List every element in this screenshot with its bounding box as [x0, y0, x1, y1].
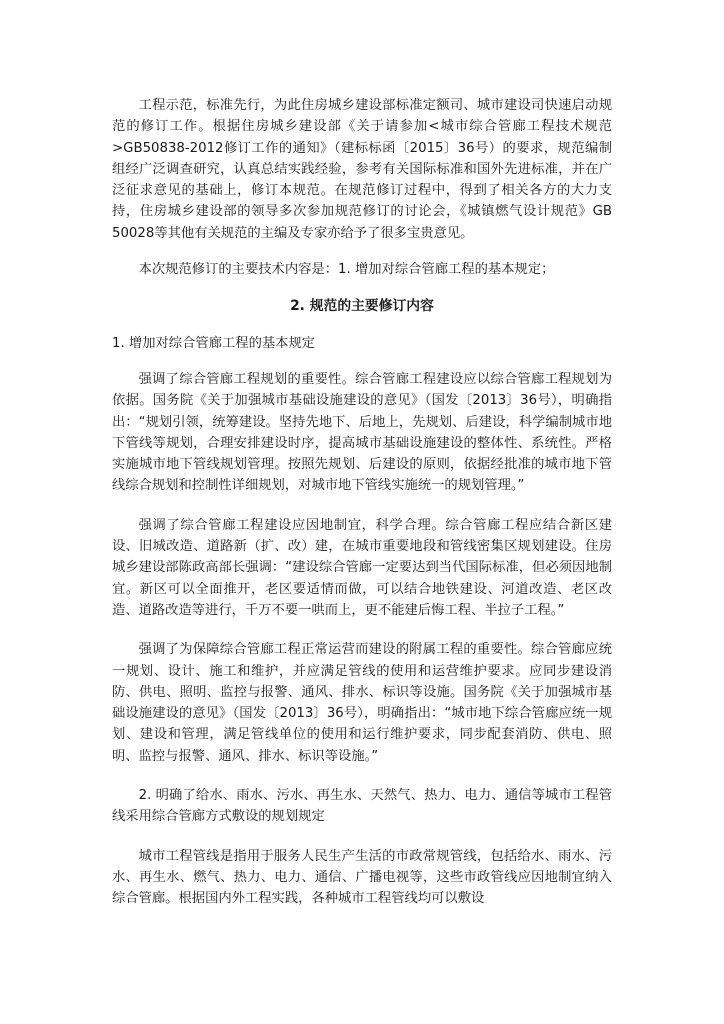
- item1-heading: 1. 增加对综合管廊工程的基本规定: [112, 335, 316, 351]
- item1-paragraph-3: 强调了为保障综合管廊工程正常运营而建设的附属工程的重要性。综合管廊应统一规划、设计、施工和维护，并应满足管线的使用和运营维护要求。应同步建设消防、供电、照明、监控与报警、通风、排水、标识等设施。国务院《关于加强城市基础设施建设的意见》（国发〔2013〕36号），明确指出：“城市地下综合管廊应统一规划、建设和管理，满足管线单位的使用和运行维护要求，同步配套消防、供电、照明、监控与报警、通风、排水、标识等设施。”: [112, 642, 612, 764]
- item2-paragraph-1: 城市工程管线是指用于服务人民生产生活的市政常规管线，包括给水、雨水、污水、再生水、燃气、热力、电力、通信、广播电视等，这些市政管线应因地制宜纳入综合管廊。根据国内外工程实践，各种城市工程管线均可以敷设: [112, 848, 612, 907]
- item2-heading: 2. 明确了给水、雨水、污水、再生水、天然气、热力、电力、通信等城市工程管线采用综合管廊方式敷设的规划规定: [112, 788, 612, 825]
- item1-paragraph-1: 强调了综合管廊工程规划的重要性。综合管廊工程建设应以综合管廊工程规划为依据。国务院《关于加强城市基础设施建设的意见》（国发〔2013〕36号），明确指出：“规划引领，统筹建设。坚持先地下、后地上，先规划、后建设，科学编制城市地下管线等规划，合理安排建设时序，提高城市基础设施建设的整体性、系统性。严格实施城市地下管线规划管理。按照先规划、后建设的原则，依据经批准的城市地下管线综合规划和控制性详细规划，对城市地下管线实施统一的规划管理。”: [112, 371, 612, 494]
- intro-paragraph: 工程示范，标准先行，为此住房城乡建设部标准定额司、城市建设司快速启动规范的修订工作。根据住房城乡建设部《关于请参加<城市综合管廊工程技术规范>GB50838-2012修订工作的通知》（建标标函〔2015〕36号）的要求，规范编制组经广泛调查研究，认真总结实践经验，参考有关国际标准和国外先进标准，并在广泛征求意见的基础上，修订本规范。在规范修订过程中，得到了相关各方的大力支持，住房城乡建设部的领导多次参加规范修订的讨论会，《城镇燃气设计规范》GB 50028等其他有关规范的主编及专家亦给予了很多宝贵意见。: [112, 98, 612, 241]
- summary-paragraph: 本次规范修订的主要技术内容是：1. 增加对综合管廊工程的基本规定；: [138, 262, 555, 278]
- section-heading: 2. 规范的主要修订内容: [290, 298, 434, 315]
- document-page: [112, 95, 612, 910]
- item1-paragraph-2: 强调了综合管廊工程建设应因地制宜，科学合理。综合管廊工程应结合新区建设、旧城改造、道路新（扩、改）建，在城市重要地段和管线密集区规划建设。住房城乡建设部陈政高部长强调：“建设综合管廊一定要达到当代国际标准，但必须因地制宜。新区可以全面推开，老区要适情而做，可以结合地铁建设、河道改造、老区改造、道路改造等进行，千万不要一哄而上，更不能建后悔工程、半拉子工程。”: [112, 517, 612, 618]
